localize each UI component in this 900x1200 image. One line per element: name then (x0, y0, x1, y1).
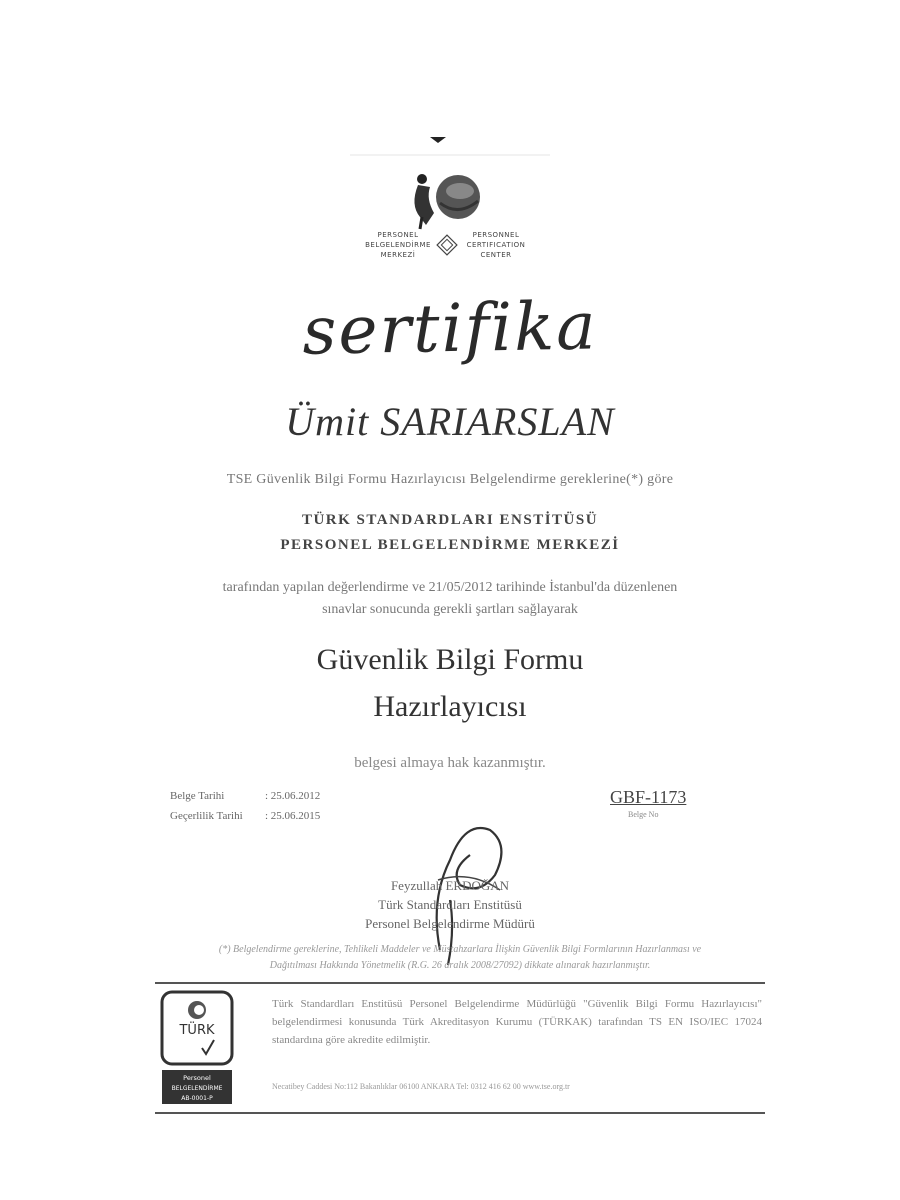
body-line-1: tarafından yapılan değerlendirme ve 21/05/2012 tarihinde İstanbul'da düzenlenen (222, 580, 678, 595)
recipient-name: Ümit SARIARSLAN (285, 399, 615, 444)
body-paragraph (0, 577, 900, 621)
certificate-dates (170, 786, 320, 826)
logo-text-en-2: CERTIFICATION (466, 241, 526, 249)
intro-text: TSE Güvenlik Bilgi Formu Hazırlayıcısı Belgelendirme gereklerine(*) göre (226, 472, 674, 487)
accreditation-text: Türk Standardları Enstitüsü Personel Belgelendirme Müdürlüğü "Güvenlik Bilgi Formu Hazırlayıcısı" belgelendirmesi konusunda Türk Akreditasyon Kurumu (TÜRKAK) tarafından TS EN ISO/IEC 17024 standardına göre akredite edilmiştir. (272, 998, 762, 1046)
divider-bottom (155, 1112, 765, 1114)
organization-line-1: TÜRK STANDARDLARI ENSTİTÜSÜ (301, 512, 599, 528)
organization-line-2: PERSONEL BELGELENDİRME MERKEZİ (280, 537, 620, 553)
tse-personnel-certification-logo (330, 125, 570, 275)
certificate-title: sertifika (301, 287, 599, 370)
footnote-line-2: Dağıtılması Hakkında Yönetmelik (R.G. 26 aralık 2008/27092) dikkate alınarak hazırlanmıştır. (269, 960, 651, 971)
turkak-accreditation-badge (160, 990, 234, 1106)
body-line-2: sınavlar sonucunda gerekli şartları sağlayarak (322, 602, 578, 617)
earned-text: belgesi almaya hak kazanmıştır. (354, 755, 546, 771)
footnote (140, 942, 780, 974)
badge-line-2: BELGELENDİRME (171, 1085, 223, 1092)
logo-text-en-3: CENTER (480, 251, 512, 259)
issue-date-label: Belge Tarihi (170, 790, 225, 802)
address-line: Necatibey Caddesi No:112 Bakanlıklar 06100 ANKARA Tel: 0312 416 62 00 www.tse.org.tr (272, 1082, 570, 1091)
validity-date-value: : 25.06.2015 (265, 810, 321, 822)
badge-line-3: AB-0001-P (181, 1095, 213, 1102)
certificate-number-label: Belge No (628, 810, 659, 819)
validity-date-label: Geçerlilik Tarihi (170, 810, 243, 822)
logo-text-tr-3: MERKEZİ (380, 251, 416, 259)
badge-brand: TÜRK (179, 1023, 215, 1038)
signer-position: Personel Belgelendirme Müdürü (365, 916, 535, 931)
logo-text-en-1: PERSONNEL (472, 231, 520, 239)
issue-date-value: : 25.06.2012 (265, 790, 321, 802)
certificate-number: GBF-1173 (610, 787, 687, 807)
divider-top (155, 982, 765, 984)
footnote-line-1: (*) Belgelendirme gereklerine, Tehlikeli Maddeler ve Müstahzarlara İlişkin Güvenlik Bilgi Formlarının Hazırlanması ve (218, 944, 702, 955)
badge-line-1: Personel (183, 1074, 211, 1082)
signer-org: Türk Standardları Enstitüsü (378, 897, 522, 912)
signer-block (0, 876, 900, 933)
signer-name: Feyzullah ERDOĞAN (390, 878, 510, 893)
logo-text-tr-2: BELGELENDİRME (365, 241, 431, 249)
qualification-line-1: Güvenlik Bilgi Formu (316, 643, 584, 676)
logo-text-tr-1: PERSONEL (377, 231, 419, 239)
qualification-line-2: Hazırlayıcısı (373, 690, 527, 723)
